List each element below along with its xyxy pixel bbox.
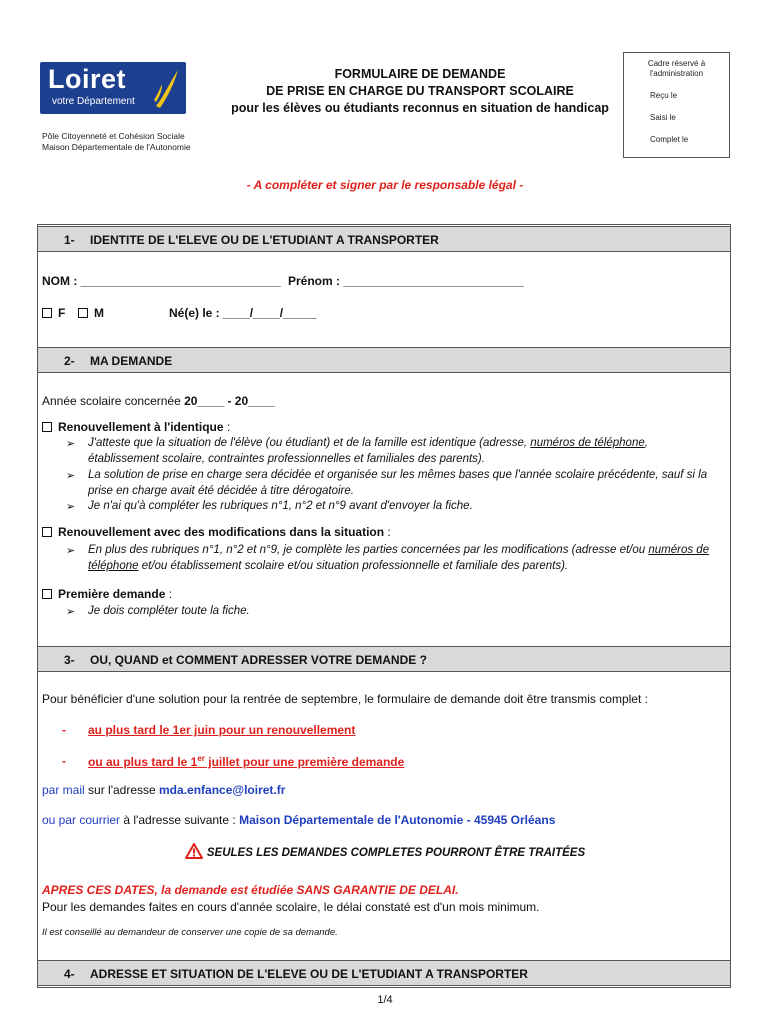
prenom-field[interactable]: Prénom : ___________________________	[288, 274, 524, 288]
mail-mid: sur l'adresse	[84, 783, 160, 797]
ri-bullet2-text-line2: prise en charge avait été décidée à titre dérogatoire.	[88, 485, 354, 497]
arrow-bullet-icon: ➢	[66, 470, 76, 482]
section4-header	[38, 960, 730, 986]
title-line1: FORMULAIRE DE DEMANDE	[334, 67, 506, 81]
renouvellement-modif-label: Renouvellement avec des modifications dans la situation	[58, 525, 385, 539]
option-premiere-demande[interactable]: Première demande :	[42, 587, 172, 601]
deadline-renouvellement: au plus tard le 1er juin pour un renouvellement	[88, 723, 356, 737]
sex-f-label: F	[58, 306, 66, 320]
organization-pole: Pôle Citoyenneté et Cohésion Sociale	[42, 131, 185, 141]
admin-recu-label: Reçu le	[650, 91, 678, 100]
warning-text: SEULES LES DEMANDES COMPLETES POURRONT ÊTRE TRAITÉES	[206, 847, 586, 859]
post-mid: à l'adresse suivante :	[120, 813, 240, 827]
option-renouvellement-identique[interactable]: Renouvellement à l'identique :	[42, 420, 230, 434]
rm-bullet1-text-d: et/ou établissement scolaire et/ou situation professionnelle et familiale des parents).	[138, 560, 569, 572]
option-renouvellement-modifications[interactable]: Renouvellement avec des modifications dans la situation :	[42, 525, 391, 539]
ri-bullet1	[88, 435, 728, 467]
admin-box-header	[624, 59, 729, 79]
checkbox-icon[interactable]	[42, 589, 52, 599]
mail-line	[42, 783, 285, 797]
post-prefix: ou par courrier	[42, 813, 121, 827]
section1-number: 1-	[64, 233, 75, 247]
instruction-line: - A compléter et signer par le responsable légal -	[246, 178, 524, 192]
dash: -	[62, 723, 66, 737]
warning-icon	[185, 843, 203, 859]
title-line2: DE PRISE EN CHARGE DU TRANSPORT SCOLAIRE	[266, 84, 574, 98]
logo-name: Loiret	[48, 64, 127, 94]
form-title	[200, 66, 640, 117]
admin-box-header-line2: l'administration	[649, 69, 704, 78]
organization	[42, 131, 191, 153]
copy-advice: Il est conseillé au demandeur de conserver une copie de sa demande.	[42, 927, 338, 938]
section2-header	[38, 347, 730, 373]
section1-header	[38, 226, 730, 252]
ri-bullet3: Je n'ai qu'à compléter les rubriques n°1, n°2 et n°9 avant d'envoyer la fiche.	[88, 500, 473, 512]
admin-box-header-line1: Cadre réservé à	[647, 59, 706, 68]
ri-bullet2	[88, 467, 728, 499]
premiere-demande-label: Première demande	[58, 587, 166, 601]
complete-warning	[0, 843, 770, 859]
nom-field[interactable]: NOM : ______________________________	[42, 274, 281, 288]
rm-bullet1-text-c: téléphone	[88, 560, 139, 572]
rm-bullet1	[88, 542, 728, 574]
renouvellement-identique-label: Renouvellement à l'identique	[58, 420, 224, 434]
loiret-logo	[40, 62, 186, 114]
section3-header	[38, 646, 730, 672]
post-address: Maison Départementale de l'Autonomie - 45945 Orléans	[239, 813, 556, 827]
ri-bullet1-text-line2: établissement scolaire, contraintes professionnelles et familiales des parents).	[88, 453, 485, 465]
rm-bullet1-text-b: numéros de	[648, 544, 710, 556]
sex-m-label: M	[94, 306, 104, 320]
mail-prefix: par mail	[42, 783, 85, 797]
section2-number: 2-	[64, 354, 75, 368]
title-line3: pour les élèves ou étudiants reconnus en situation de handicap	[231, 101, 609, 115]
deadline2-sup: er	[197, 754, 205, 763]
sex-m-option[interactable]	[78, 306, 104, 320]
arrow-bullet-icon: ➢	[66, 606, 76, 618]
admin-reserved-box	[623, 52, 730, 158]
section4-title: ADRESSE ET SITUATION DE L'ELEVE OU DE L'ETUDIANT A TRANSPORTER	[90, 967, 528, 981]
ri-bullet1-text-c: ,	[644, 437, 648, 449]
admin-complet-label: Complet le	[650, 135, 689, 144]
sex-f-option[interactable]	[42, 306, 65, 320]
arrow-bullet-icon: ➢	[66, 545, 76, 557]
school-year-label: Année scolaire concernée	[42, 394, 185, 408]
checkbox-icon[interactable]	[42, 422, 52, 432]
deadline-premiere-demande	[88, 754, 404, 769]
section4-number: 4-	[64, 967, 75, 981]
arrow-bullet-icon: ➢	[66, 501, 76, 513]
rm-bullet1-text-a: En plus des rubriques n°1, n°2 et n°9, je complète les parties concernées par les modifications (adresse et/ou	[88, 544, 649, 556]
logo-leaf-icon	[152, 66, 182, 110]
ri-bullet2-text-line1: La solution de prise en charge sera décidée et organisée sur les mêmes bases que l'année scolaire précédente, sauf si la	[88, 469, 708, 481]
checkbox-icon[interactable]	[42, 308, 52, 318]
school-year-line[interactable]	[42, 394, 275, 408]
deadline2-text-b: juillet pour une première demande	[204, 755, 405, 769]
section3-number: 3-	[64, 653, 75, 667]
mail-address-link[interactable]: mda.enfance@loiret.fr	[159, 783, 286, 797]
late-warning: APRES CES DATES, la demande est étudiée SANS GARANTIE DE DELAI.	[42, 883, 459, 897]
checkbox-icon[interactable]	[42, 527, 52, 537]
section3-intro: Pour bénéficier d'une solution pour la rentrée de septembre, le formulaire de demande doit être transmis complet :	[42, 692, 648, 706]
logo-subtitle: votre Département	[52, 96, 135, 107]
school-year-field[interactable]: 20____ - 20____	[184, 394, 275, 408]
ri-bullet1-text-b: numéros de téléphone	[530, 437, 645, 449]
during-year-note: Pour les demandes faites en cours d'année scolaire, le délai constaté est d'un mois minimum.	[42, 900, 540, 914]
deadline2-text-a: ou au plus tard le 1	[88, 755, 198, 769]
checkbox-icon[interactable]	[78, 308, 88, 318]
organization-mda: Maison Départementale de l'Autonomie	[42, 142, 191, 152]
dash: -	[62, 754, 66, 768]
post-line	[42, 813, 555, 827]
section1-title: IDENTITE DE L'ELEVE OU DE L'ETUDIANT A TRANSPORTER	[90, 233, 439, 247]
page-number: 1/4	[377, 994, 393, 1006]
section2-title: MA DEMANDE	[90, 354, 173, 368]
ri-bullet1-text-a: J'atteste que la situation de l'élève (ou étudiant) et de la famille est identique (adresse,	[88, 437, 531, 449]
admin-saisi-label: Saisi le	[650, 113, 676, 122]
section3-title: OU, QUAND et COMMENT ADRESSER VOTRE DEMANDE ?	[90, 653, 427, 667]
pd-bullet1: Je dois compléter toute la fiche.	[88, 605, 250, 617]
arrow-bullet-icon: ➢	[66, 438, 76, 450]
dob-field[interactable]: Né(e) le : ____/____/_____	[169, 306, 317, 320]
